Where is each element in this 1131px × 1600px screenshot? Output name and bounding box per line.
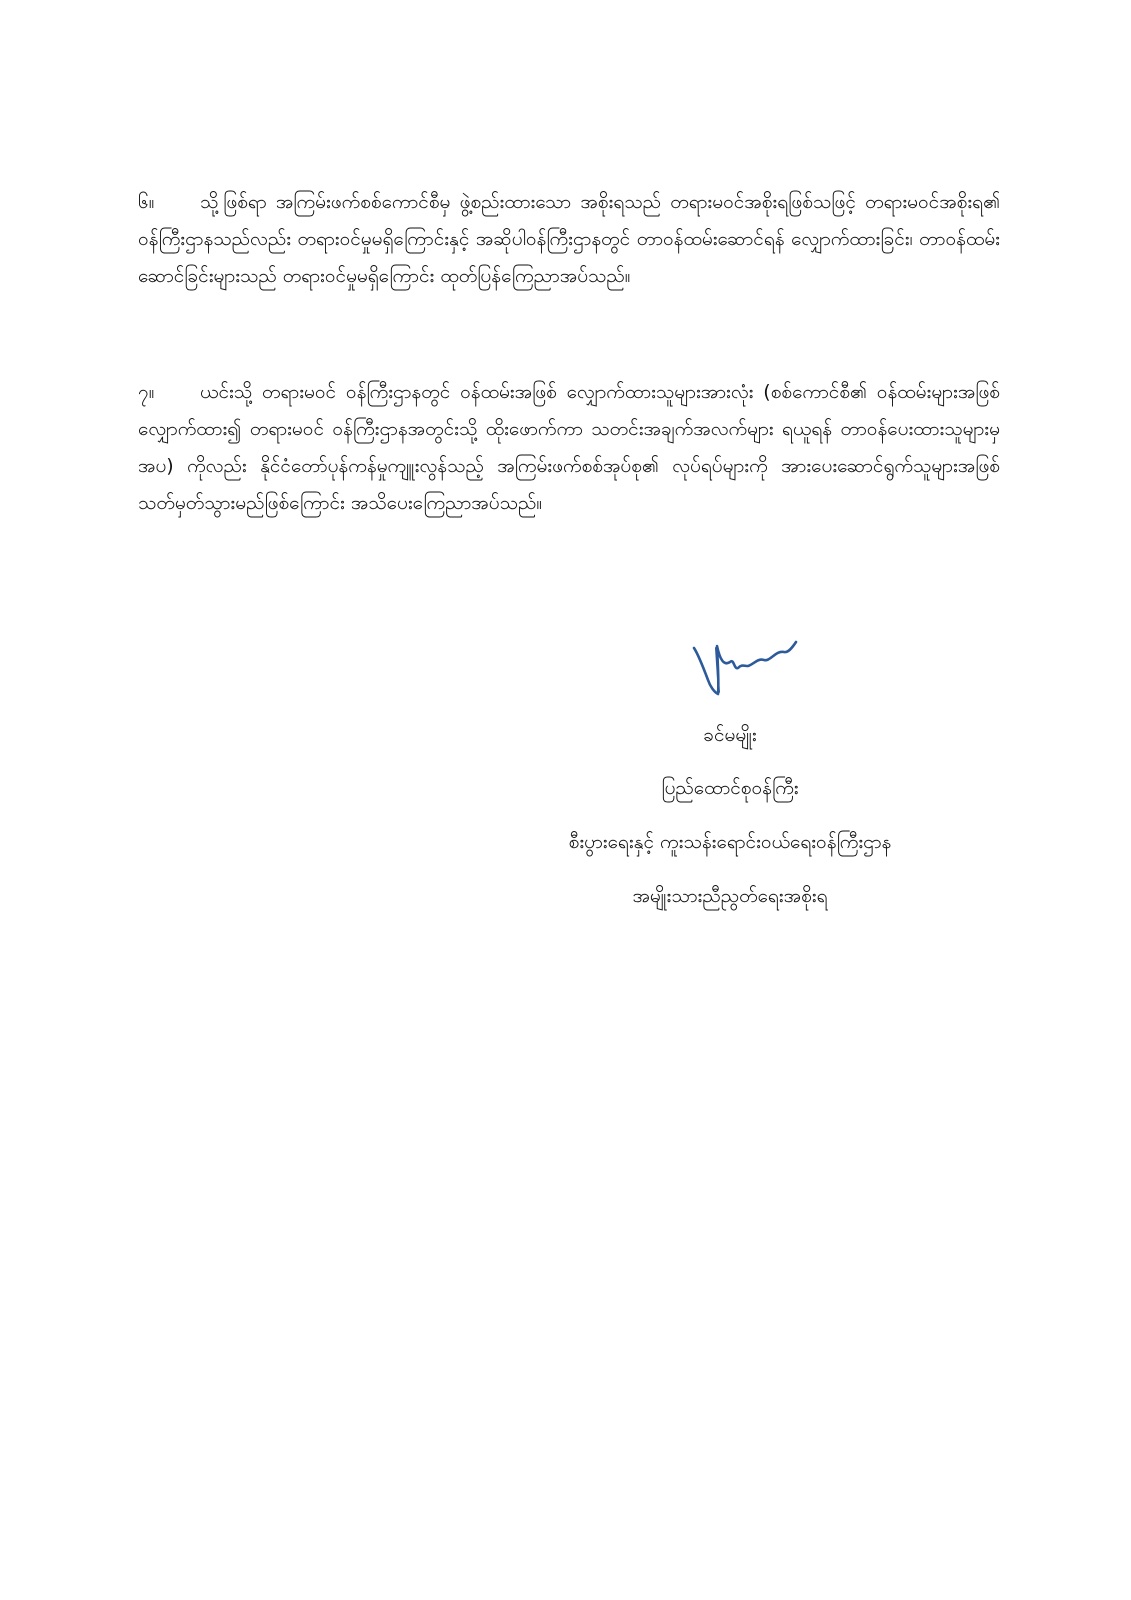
signatory-ministry: စီးပွားရေးနှင့် ကူးသန်းရောင်းဝယ်ရေးဝန်ကြီးဌာန [568,831,892,853]
signatory-title: ပြည်ထောင်စုဝန်ကြီး [661,777,799,799]
paragraph-text: သို့ဖြစ်ရာ အကြမ်းဖက်စစ်ကောင်စီမှ ဖွဲ့စည်းထားသော အစိုးရသည် တရားမဝင်အစိုးရဖြစ်သဖြင့် တရားမဝင်အစိုးရ၏ ဝန်ကြီးဌာနသည်လည်း တရားဝင်မှုမရှိကြောင်းနှင့် အဆိုပါဝန်ကြီးဌာနတွင် တာဝန်ထမ်းဆောင်ရန် လျှောက်ထားခြင်း၊ တာဝန်ထမ်းဆောင်ခြင်းများသည် တရားဝင်မှုမရှိကြောင်း ထုတ်ပြန်ကြေညာအပ်သည်။ [138,191,1000,287]
paragraph-number: ၇။ [138,381,155,403]
paragraph-number: ၆။ [138,191,155,213]
handwritten-signature [688,636,798,698]
signatory-name: ခင်မမျိုး [703,724,757,746]
signatory-government: အမျိုးသားညီညွတ်ရေးအစိုးရ [632,885,828,907]
paragraph-text: ယင်းသို့ တရားမဝင် ဝန်ကြီးဌာနတွင် ဝန်ထမ်းအဖြစ် လျှောက်ထားသူများအားလုံး (စစ်ကောင်စီ၏ ဝန်ထမ်းများအဖြစ် လျှောက်ထား၍ တရားမဝင် ဝန်ကြီးဌာနအတွင်းသို့ ထိုးဖောက်ကာ သတင်းအချက်အလက်များ ရယူရန် တာဝန်ပေးထားသူများမှအပ) ကိုလည်း နိုင်ငံတော်ပုန်ကန်မှုကျူးလွန်သည့် အကြမ်းဖက်စစ်အုပ်စု၏ လုပ်ရပ်များကို အားပေးဆောင်ရွက်သူများအဖြစ် သတ်မှတ်သွားမည်ဖြစ်ကြောင်း အသိပေးကြေညာအပ်သည်။ [138,381,1000,514]
paragraph-7 [138,374,1000,522]
paragraph-6 [138,184,1000,295]
